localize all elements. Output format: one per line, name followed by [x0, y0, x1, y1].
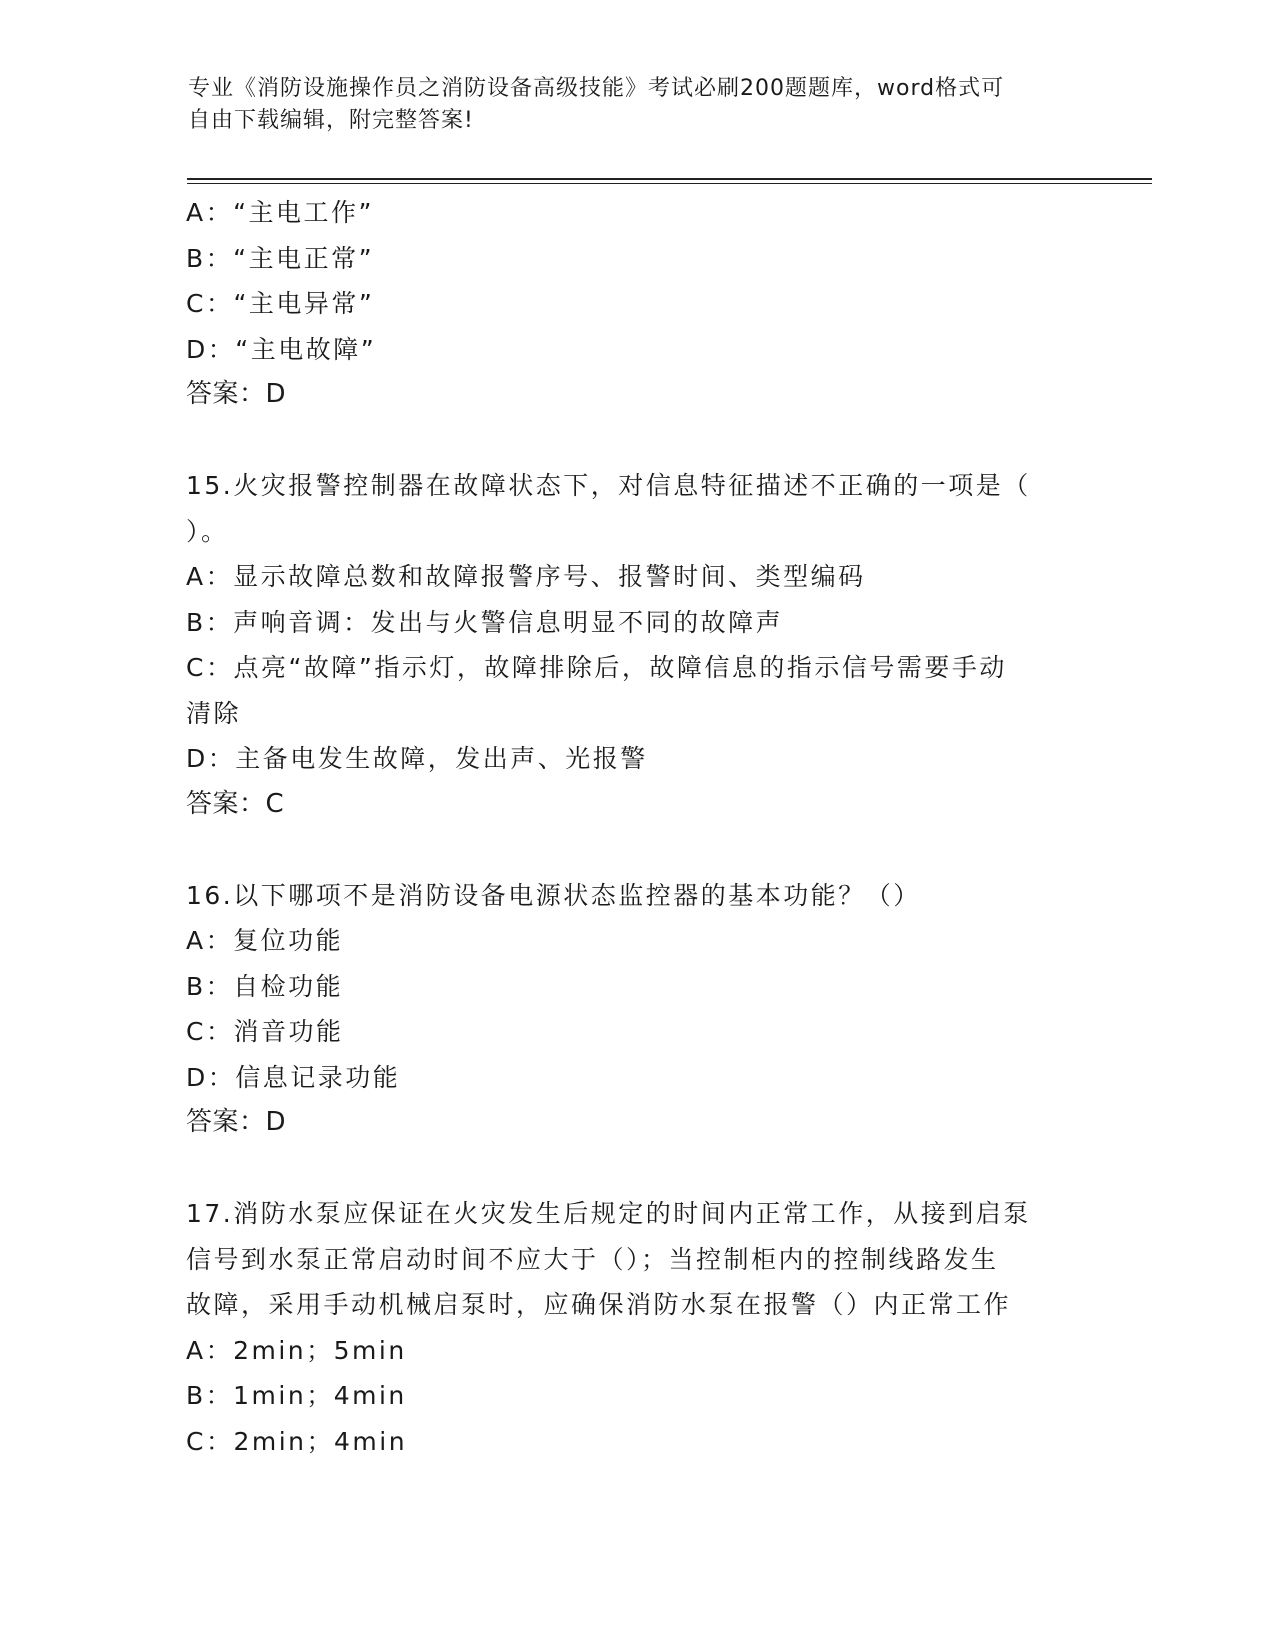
- option-c: C：消音功能: [186, 1017, 344, 1046]
- option-c: C：点亮“故障”指示灯，故障排除后，故障信息的指示信号需要手动: [186, 653, 1007, 682]
- question-text-line: 16.以下哪项不是消防设备电源状态监控器的基本功能？（）: [186, 880, 921, 910]
- question-list: [186, 190, 1081, 1464]
- header-divider-thick: [187, 178, 1152, 180]
- option-a: A：“主电工作”: [186, 198, 375, 227]
- option-d: D：信息记录功能: [186, 1062, 401, 1092]
- option-b: B：声响音调：发出与火警信息明显不同的故障声: [186, 607, 784, 637]
- question-text-line: ）。: [186, 516, 229, 546]
- question-text-line: 信号到水泵正常启动时间不应大于（）；当控制柜内的控制线路发生: [186, 1244, 999, 1274]
- option-b: B：自检功能: [186, 971, 344, 1001]
- question-text-line: 17.消防水泵应保证在火灾发生后规定的时间内正常工作，从接到启泵: [186, 1199, 1031, 1228]
- block-spacer: [186, 827, 1081, 873]
- option-d: D：“主电故障”: [186, 334, 377, 364]
- document-header: [188, 73, 1088, 137]
- option-a: A：复位功能: [186, 926, 344, 955]
- option-b: B：“主电正常”: [186, 243, 375, 273]
- option-d: D：主备电发生故障，发出声、光报警: [186, 744, 648, 773]
- header-title-line-2: 自由下载编辑，附完整答案!: [188, 108, 474, 133]
- header-title-line-1: 专业《消防设施操作员之消防设备高级技能》考试必刷200题题库，word格式可: [188, 76, 1005, 101]
- answer-line: 答案：C: [186, 788, 285, 819]
- option-a: A：2min；5min: [186, 1335, 407, 1365]
- option-c: C：“主电异常”: [186, 289, 375, 318]
- block-spacer: [186, 1146, 1081, 1192]
- question-block-16: [186, 873, 1081, 1146]
- option-c-continuation: 清除: [186, 698, 242, 728]
- question-block-15: [186, 463, 1081, 827]
- question-block-14: [186, 190, 1081, 418]
- question-block-17: [186, 1191, 1081, 1464]
- question-text-line: 故障，采用手动机械启泵时，应确保消防水泵在报警（）内正常工作: [186, 1290, 1012, 1319]
- answer-line: 答案：D: [186, 1107, 287, 1137]
- option-a: A：显示故障总数和故障报警序号、报警时间、类型编码: [186, 562, 866, 591]
- answer-line: 答案：D: [186, 379, 287, 409]
- option-b: B：1min；4min: [186, 1381, 407, 1410]
- block-spacer: [186, 418, 1081, 464]
- header-divider-thin: [187, 183, 1152, 184]
- option-c: C：2min；4min: [186, 1426, 408, 1456]
- question-text-line: 15.火灾报警控制器在故障状态下，对信息特征描述不正确的一项是（: [186, 471, 1031, 500]
